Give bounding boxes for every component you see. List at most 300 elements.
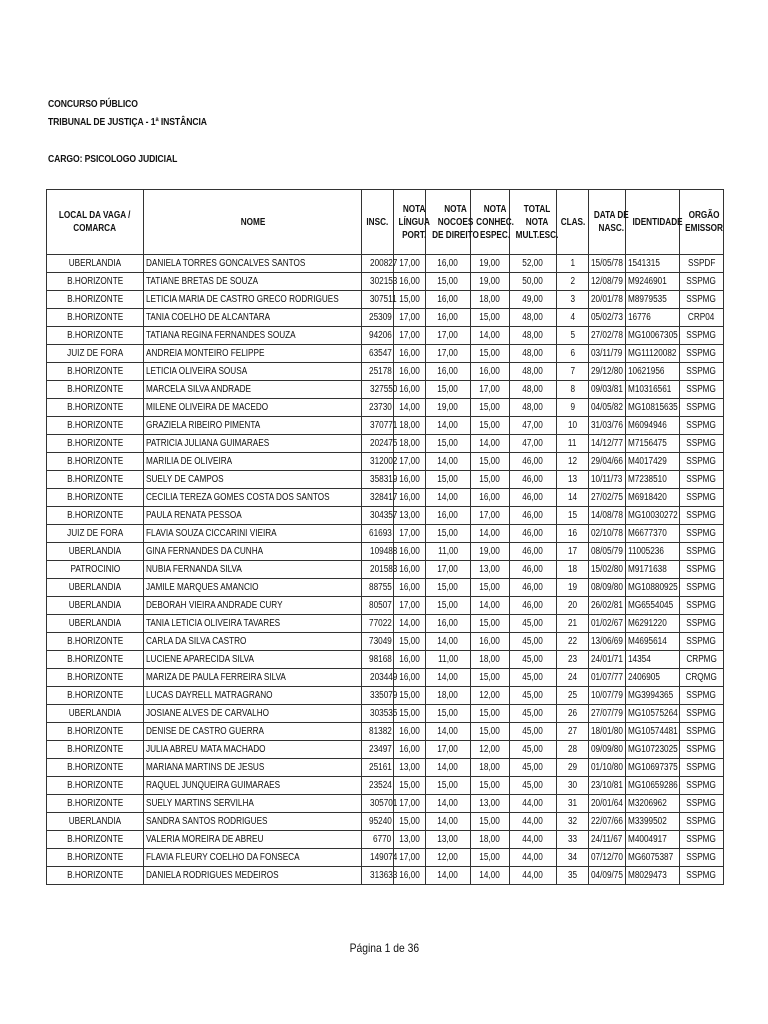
table-cell: DANIELA TORRES GONCALVES SANTOS [144, 255, 362, 273]
table-cell: SSPMG [680, 741, 724, 759]
table-cell: CRPMG [680, 651, 724, 669]
table-cell: 17,00 [394, 453, 426, 471]
table-cell: 14354 [626, 651, 680, 669]
table-cell: UBERLANDIA [47, 579, 144, 597]
table-cell: M9171638 [626, 561, 680, 579]
table-cell: 18,00 [394, 417, 426, 435]
table-cell: UBERLANDIA [47, 543, 144, 561]
table-cell: 10621956 [626, 363, 680, 381]
table-cell: 23524 [362, 777, 394, 795]
column-header: NOME [144, 190, 362, 255]
table-cell: JUIZ DE FORA [47, 525, 144, 543]
table-cell: 16,00 [426, 615, 471, 633]
table-cell: 17,00 [426, 327, 471, 345]
table-cell: SSPDF [680, 255, 724, 273]
table-cell: RAQUEL JUNQUEIRA GUIMARAES [144, 777, 362, 795]
table-cell: 01/07/77 [589, 669, 626, 687]
table-cell: B.HORIZONTE [47, 453, 144, 471]
table-cell: 18 [557, 561, 589, 579]
table-row [47, 633, 724, 651]
table-cell: ANDREIA MONTEIRO FELIPPE [144, 345, 362, 363]
table-cell: 81382 [362, 723, 394, 741]
table-row [47, 273, 724, 291]
table-cell: 11 [557, 435, 589, 453]
table-cell: 370771 [362, 417, 394, 435]
table-cell: 45,00 [510, 615, 557, 633]
table-cell: 1541315 [626, 255, 680, 273]
table-cell: B.HORIZONTE [47, 435, 144, 453]
table-cell: 18,00 [394, 435, 426, 453]
table-cell: 04/05/82 [589, 399, 626, 417]
table-cell: 200827 [362, 255, 394, 273]
table-cell: 14/12/77 [589, 435, 626, 453]
table-cell: 14,00 [426, 723, 471, 741]
table-cell: 13,00 [394, 831, 426, 849]
table-cell: LUCAS DAYRELL MATRAGRANO [144, 687, 362, 705]
table-cell: PATROCINIO [47, 561, 144, 579]
table-row [47, 651, 724, 669]
table-cell: 17,00 [426, 345, 471, 363]
table-cell: 18,00 [426, 687, 471, 705]
table-cell: 327550 [362, 381, 394, 399]
table-cell: 16,00 [394, 867, 426, 885]
table-cell: 6 [557, 345, 589, 363]
table-cell: 15,00 [394, 777, 426, 795]
table-cell: M9246901 [626, 273, 680, 291]
table-cell: 14,00 [471, 525, 510, 543]
column-header: IDENTIDADE [626, 190, 680, 255]
table-cell: 15,00 [471, 453, 510, 471]
table-row [47, 255, 724, 273]
table-cell: 14,00 [426, 453, 471, 471]
table-cell: 5 [557, 327, 589, 345]
table-cell: 16,00 [426, 363, 471, 381]
table-cell: M7238510 [626, 471, 680, 489]
table-cell: 16,00 [394, 363, 426, 381]
table-cell: 29/12/80 [589, 363, 626, 381]
table-cell: 45,00 [510, 651, 557, 669]
table-cell: B.HORIZONTE [47, 723, 144, 741]
table-cell: 307511 [362, 291, 394, 309]
table-cell: 11,00 [426, 543, 471, 561]
table-cell: 10/07/79 [589, 687, 626, 705]
table-cell: PAULA RENATA PESSOA [144, 507, 362, 525]
table-cell: 24/11/67 [589, 831, 626, 849]
table-cell: 16,00 [394, 561, 426, 579]
table-row [47, 867, 724, 885]
table-cell: B.HORIZONTE [47, 867, 144, 885]
table-cell: MARIANA MARTINS DE JESUS [144, 759, 362, 777]
table-cell: UBERLANDIA [47, 813, 144, 831]
table-cell: M6094946 [626, 417, 680, 435]
table-cell: 14,00 [471, 597, 510, 615]
table-cell: M3399502 [626, 813, 680, 831]
table-cell: 14,00 [471, 867, 510, 885]
table-cell: SSPMG [680, 435, 724, 453]
table-cell: 16,00 [394, 345, 426, 363]
table-cell: 21 [557, 615, 589, 633]
table-cell: 15,00 [426, 471, 471, 489]
table-cell: B.HORIZONTE [47, 291, 144, 309]
table-cell: 17,00 [471, 507, 510, 525]
table-cell: 45,00 [510, 687, 557, 705]
table-cell: B.HORIZONTE [47, 489, 144, 507]
table-cell: 149074 [362, 849, 394, 867]
table-cell: 109488 [362, 543, 394, 561]
table-cell: 27/02/78 [589, 327, 626, 345]
table-cell: 15,00 [426, 579, 471, 597]
table-cell: 18/01/80 [589, 723, 626, 741]
table-row [47, 417, 724, 435]
table-cell: 14,00 [426, 867, 471, 885]
table-cell: 88755 [362, 579, 394, 597]
table-cell: 48,00 [510, 327, 557, 345]
table-cell: 10/11/73 [589, 471, 626, 489]
table-cell: PATRICIA JULIANA GUIMARAES [144, 435, 362, 453]
table-cell: 44,00 [510, 849, 557, 867]
column-header: DATA DE NASC. [589, 190, 626, 255]
table-row [47, 345, 724, 363]
table-cell: JOSIANE ALVES DE CARVALHO [144, 705, 362, 723]
table-cell: SSPMG [680, 507, 724, 525]
table-row [47, 579, 724, 597]
table-cell: 98168 [362, 651, 394, 669]
table-cell: 45,00 [510, 633, 557, 651]
table-cell: SSPMG [680, 453, 724, 471]
table-cell: M10316561 [626, 381, 680, 399]
table-cell: 49,00 [510, 291, 557, 309]
table-cell: 8 [557, 381, 589, 399]
table-cell: 15,00 [471, 813, 510, 831]
table-cell: MARCELA SILVA ANDRADE [144, 381, 362, 399]
table-cell: 14 [557, 489, 589, 507]
table-cell: 15,00 [394, 633, 426, 651]
table-cell: UBERLANDIA [47, 255, 144, 273]
table-cell: SSPMG [680, 327, 724, 345]
table-cell: 328417 [362, 489, 394, 507]
table-cell: SSPMG [680, 489, 724, 507]
table-cell: 2406905 [626, 669, 680, 687]
table-cell: 2 [557, 273, 589, 291]
table-cell: 19,00 [426, 399, 471, 417]
table-cell: MARILIA DE OLIVEIRA [144, 453, 362, 471]
table-cell: 44,00 [510, 813, 557, 831]
table-cell: MG10575264 [626, 705, 680, 723]
table-cell: UBERLANDIA [47, 597, 144, 615]
table-cell: 24/01/71 [589, 651, 626, 669]
column-header: LOCAL DA VAGA / COMARCA [47, 190, 144, 255]
table-cell: B.HORIZONTE [47, 471, 144, 489]
table-row [47, 327, 724, 345]
table-cell: 16,00 [471, 489, 510, 507]
table-cell: 47,00 [510, 435, 557, 453]
table-row [47, 615, 724, 633]
table-cell: SSPMG [680, 597, 724, 615]
table-cell: 203449 [362, 669, 394, 687]
table-cell: NUBIA FERNANDA SILVA [144, 561, 362, 579]
table-cell: GINA FERNANDES DA CUNHA [144, 543, 362, 561]
table-cell: 303535 [362, 705, 394, 723]
table-cell: SSPMG [680, 363, 724, 381]
table-cell: B.HORIZONTE [47, 777, 144, 795]
table-cell: LETICIA OLIVEIRA SOUSA [144, 363, 362, 381]
table-cell: 48,00 [510, 381, 557, 399]
table-row [47, 813, 724, 831]
table-cell: 25 [557, 687, 589, 705]
table-cell: B.HORIZONTE [47, 669, 144, 687]
table-cell: 15,00 [471, 471, 510, 489]
table-cell: 23730 [362, 399, 394, 417]
table-cell: 15,00 [471, 417, 510, 435]
table-cell: 17,00 [394, 525, 426, 543]
column-header: CLAS. [557, 190, 589, 255]
table-cell: 16,00 [394, 471, 426, 489]
table-cell: M6677370 [626, 525, 680, 543]
table-cell: 46,00 [510, 453, 557, 471]
table-cell: 14/08/78 [589, 507, 626, 525]
table-cell: 14,00 [471, 435, 510, 453]
table-cell: 48,00 [510, 309, 557, 327]
table-cell: 13/06/69 [589, 633, 626, 651]
table-cell: JAMILE MARQUES AMANCIO [144, 579, 362, 597]
table-cell: 45,00 [510, 669, 557, 687]
table-cell: 14,00 [426, 633, 471, 651]
table-cell: 09/03/81 [589, 381, 626, 399]
table-cell: 80507 [362, 597, 394, 615]
table-cell: 9 [557, 399, 589, 417]
table-cell: LUCIENE APARECIDA SILVA [144, 651, 362, 669]
table-cell: MARIZA DE PAULA FERREIRA SILVA [144, 669, 362, 687]
table-cell: 03/11/79 [589, 345, 626, 363]
table-cell: 27 [557, 723, 589, 741]
column-header: NOTA LÍNGUA PORT. [394, 190, 426, 255]
table-cell: SSPMG [680, 831, 724, 849]
table-cell: B.HORIZONTE [47, 759, 144, 777]
table-cell: 32 [557, 813, 589, 831]
table-cell: SSPMG [680, 561, 724, 579]
table-cell: 08/09/80 [589, 579, 626, 597]
table-cell: 12,00 [426, 849, 471, 867]
table-cell: M4017429 [626, 453, 680, 471]
table-cell: 46,00 [510, 525, 557, 543]
table-cell: 7 [557, 363, 589, 381]
table-cell: 05/02/73 [589, 309, 626, 327]
table-cell: 50,00 [510, 273, 557, 291]
table-cell: SSPMG [680, 417, 724, 435]
table-cell: 24 [557, 669, 589, 687]
table-cell: M4004917 [626, 831, 680, 849]
table-cell: 48,00 [510, 399, 557, 417]
table-cell: 15,00 [426, 435, 471, 453]
table-cell: 15,00 [471, 669, 510, 687]
table-row [47, 795, 724, 813]
table-cell: 44,00 [510, 867, 557, 885]
table-cell: 47,00 [510, 417, 557, 435]
table-cell: 34 [557, 849, 589, 867]
table-cell: 18,00 [471, 759, 510, 777]
table-cell: FLAVIA FLEURY COELHO DA FONSECA [144, 849, 362, 867]
table-cell: 63547 [362, 345, 394, 363]
column-header: TOTAL NOTA MULT.ESC. [510, 190, 557, 255]
table-row [47, 759, 724, 777]
table-cell: 02/10/78 [589, 525, 626, 543]
table-cell: 17 [557, 543, 589, 561]
table-row [47, 741, 724, 759]
table-row [47, 525, 724, 543]
table-cell: B.HORIZONTE [47, 633, 144, 651]
table-cell: 15,00 [471, 849, 510, 867]
table-cell: SSPMG [680, 723, 724, 741]
table-cell: 13,00 [394, 759, 426, 777]
table-cell: 94206 [362, 327, 394, 345]
table-cell: B.HORIZONTE [47, 741, 144, 759]
table-cell: 6770 [362, 831, 394, 849]
page-number: Página 1 de 36 [349, 941, 419, 955]
table-cell: SSPMG [680, 867, 724, 885]
table-cell: 61693 [362, 525, 394, 543]
table-cell: 305701 [362, 795, 394, 813]
table-cell: 1 [557, 255, 589, 273]
table-cell: 18,00 [471, 291, 510, 309]
table-cell: 25178 [362, 363, 394, 381]
table-cell: 09/09/80 [589, 741, 626, 759]
column-header: NOTA NOCOES DE DIREITO [426, 190, 471, 255]
table-cell: 46,00 [510, 579, 557, 597]
table-cell: SSPMG [680, 705, 724, 723]
table-cell: LETICIA MARIA DE CASTRO GRECO RODRIGUES [144, 291, 362, 309]
table-cell: MG6554045 [626, 597, 680, 615]
table-cell: GRAZIELA RIBEIRO PIMENTA [144, 417, 362, 435]
table-cell: 25161 [362, 759, 394, 777]
table-cell: 35 [557, 867, 589, 885]
table-cell: 15,00 [426, 777, 471, 795]
table-cell: SSPMG [680, 795, 724, 813]
table-cell: 46,00 [510, 471, 557, 489]
table-header-row [47, 190, 724, 255]
table-cell: 201583 [362, 561, 394, 579]
table-cell: SSPMG [680, 381, 724, 399]
table-cell: DEBORAH VIEIRA ANDRADE CURY [144, 597, 362, 615]
table-cell: 17,00 [394, 309, 426, 327]
table-cell: SSPMG [680, 633, 724, 651]
court-title: TRIBUNAL DE JUSTIÇA - 1ª INSTÂNCIA [48, 117, 207, 128]
table-cell: MG10659286 [626, 777, 680, 795]
table-cell: 28 [557, 741, 589, 759]
table-cell: 46,00 [510, 561, 557, 579]
table-cell: 27/02/75 [589, 489, 626, 507]
table-cell: CRQMG [680, 669, 724, 687]
table-cell: 17,00 [394, 597, 426, 615]
table-cell: 44,00 [510, 795, 557, 813]
table-cell: M7156475 [626, 435, 680, 453]
table-row [47, 507, 724, 525]
table-cell: 22 [557, 633, 589, 651]
table-cell: 17,00 [394, 255, 426, 273]
table-row [47, 687, 724, 705]
table-cell: 73049 [362, 633, 394, 651]
table-cell: 12,00 [471, 741, 510, 759]
table-cell: TATIANE BRETAS DE SOUZA [144, 273, 362, 291]
table-cell: 15,00 [471, 705, 510, 723]
table-cell: MG10030272 [626, 507, 680, 525]
table-cell: CRP04 [680, 309, 724, 327]
table-cell: 19,00 [471, 255, 510, 273]
table-cell: SUELY MARTINS SERVILHA [144, 795, 362, 813]
table-row [47, 777, 724, 795]
table-cell: 15,00 [394, 291, 426, 309]
table-cell: B.HORIZONTE [47, 309, 144, 327]
table-cell: 07/12/70 [589, 849, 626, 867]
table-cell: 13 [557, 471, 589, 489]
table-cell: 30 [557, 777, 589, 795]
table-cell: 77022 [362, 615, 394, 633]
table-cell: 304357 [362, 507, 394, 525]
table-cell: MG10697375 [626, 759, 680, 777]
table-cell: TANIA COELHO DE ALCANTARA [144, 309, 362, 327]
table-cell: B.HORIZONTE [47, 687, 144, 705]
results-table [46, 189, 724, 885]
table-cell: 46,00 [510, 489, 557, 507]
table-cell: 15,00 [471, 309, 510, 327]
table-cell: TATIANA REGINA FERNANDES SOUZA [144, 327, 362, 345]
table-cell: M6918420 [626, 489, 680, 507]
table-cell: 13,00 [394, 507, 426, 525]
table-row [47, 309, 724, 327]
table-row [47, 597, 724, 615]
position-title: CARGO: PSICOLOGO JUDICIAL [48, 154, 178, 165]
table-cell: M8029473 [626, 867, 680, 885]
table-cell: 46,00 [510, 597, 557, 615]
table-cell: SSPMG [680, 543, 724, 561]
table-cell: 17,00 [394, 849, 426, 867]
table-cell: 10 [557, 417, 589, 435]
column-header: ORGÃO EMISSOR [680, 190, 724, 255]
table-cell: 16,00 [426, 291, 471, 309]
table-cell: FLAVIA SOUZA CICCARINI VIEIRA [144, 525, 362, 543]
table-row [47, 831, 724, 849]
table-cell: 14,00 [471, 327, 510, 345]
table-cell: SSPMG [680, 399, 724, 417]
table-cell: B.HORIZONTE [47, 507, 144, 525]
table-cell: 95240 [362, 813, 394, 831]
table-cell: 31 [557, 795, 589, 813]
table-cell: 15,00 [426, 597, 471, 615]
table-cell: 01/10/80 [589, 759, 626, 777]
table-cell: SSPMG [680, 525, 724, 543]
table-cell: 29 [557, 759, 589, 777]
table-cell: 01/02/67 [589, 615, 626, 633]
table-cell: 52,00 [510, 255, 557, 273]
table-cell: 312002 [362, 453, 394, 471]
table-cell: 33 [557, 831, 589, 849]
table-cell: SSPMG [680, 777, 724, 795]
table-cell: 15,00 [471, 723, 510, 741]
table-cell: 17,00 [394, 795, 426, 813]
table-cell: 15,00 [426, 705, 471, 723]
table-cell: 25309 [362, 309, 394, 327]
table-cell: 46,00 [510, 507, 557, 525]
table-cell: 3 [557, 291, 589, 309]
table-cell: SSPMG [680, 273, 724, 291]
table-cell: MG10880925 [626, 579, 680, 597]
table-cell: 14,00 [394, 615, 426, 633]
table-cell: 45,00 [510, 741, 557, 759]
table-cell: 15,00 [426, 273, 471, 291]
table-cell: 17,00 [471, 381, 510, 399]
table-cell: 48,00 [510, 363, 557, 381]
table-cell: 20 [557, 597, 589, 615]
table-cell: 13,00 [471, 561, 510, 579]
